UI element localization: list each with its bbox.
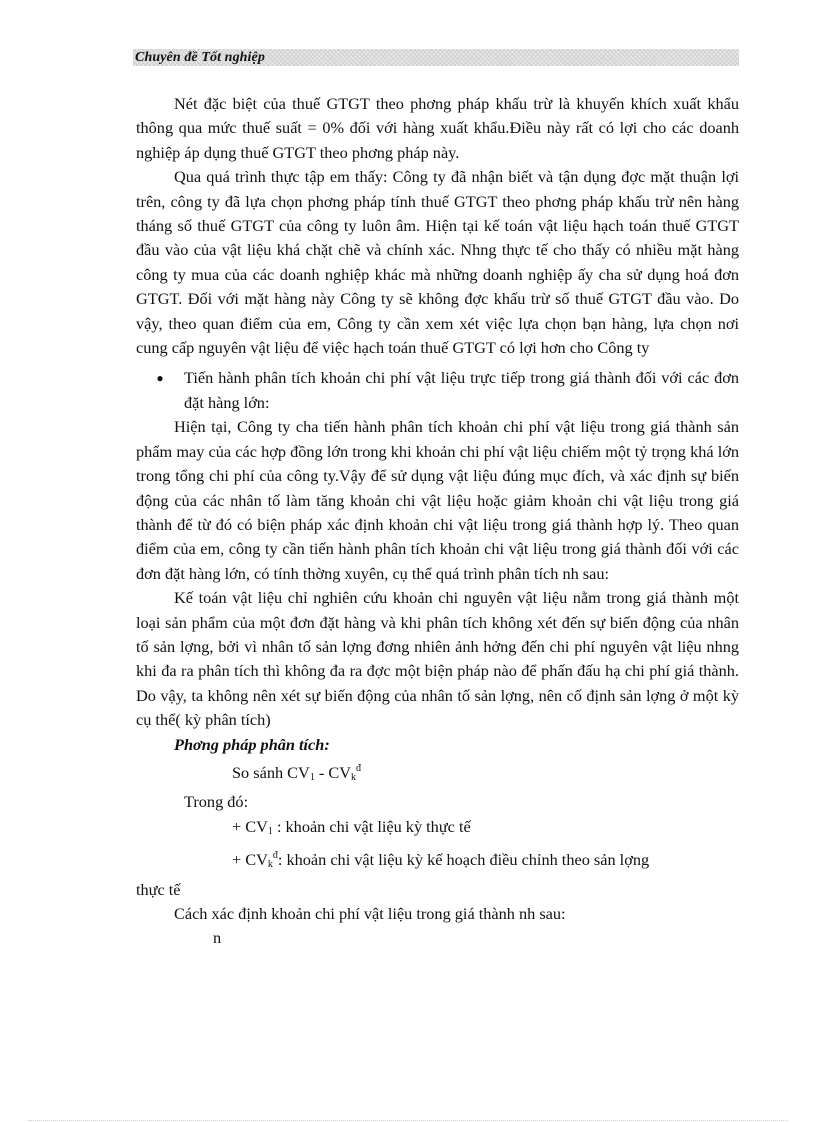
definition-cvk-continued: thực tế (136, 879, 181, 899)
cv1-prefix: + CV (232, 816, 268, 836)
bullet-item (136, 366, 739, 415)
compare-sub-k: k (351, 771, 356, 783)
paragraph-current-analysis: Hiện tại, Công ty cha tiến hành phân tích khoản chi phí vật liệu trong giá thành sản phẩm may của các hợp đồng lớn trong khi khoản chi phí vật liệu chiếm một tỷ trọng khá lớn trong tổng chi phí của công ty.Vậy để sử dụng vật liệu đúng mục đích, và xác định sự biến động của các nhân tố làm tăng khoản chi vật liệu hoặc giảm khoản chi vật liệu trong giá thành để từ đó có biện pháp xác định khoản chi vật liệu trong giá thành hợp lý. Theo quan điểm của em, công ty cần tiến hành phân tích khoản chi vật liệu trong giá thành đối với các đơn đặt hàng lớn, có tính thờng xuyên, cụ thể quá trình phân tích nh sau: (136, 417, 739, 583)
method-heading: Phơng pháp phân tích: (174, 734, 330, 754)
paragraph-internship-observation: Qua quá trình thực tập em thấy: Công ty đã nhận biết và tận dụng đợc mặt thuận lợi trên, công ty đã lựa chọn phơng pháp tính thuế GTGT theo phơng pháp khấu trừ nên hàng tháng số thuế GTGT của công ty luôn âm. Hiện tại kế toán vật liệu hạch toán thuế GTGT đầu vào của vật liệu khá chặt chẽ và chính xác. Nhng thực tế cho thấy có nhiều mặt hàng công ty mua của các doanh nghiệp khác mà những doanh nghiệp ấy cha sử dụng hoá đơn GTGT. Đối với mặt hàng này Công ty sẽ không đợc khấu trừ số thuế GTGT đầu vào. Do vậy, theo quan điểm của em, Công ty cần xem xét việc lựa chọn bạn hàng, lựa chọn nơi cung cấp nguyên vật liệu để việc hạch toán thuế GTGT có lợi hơn cho Công ty (136, 167, 739, 358)
header-title: Chuyên đề Tốt nghiệp (135, 50, 265, 65)
formula-n-symbol: n (213, 928, 222, 948)
cvk-text: : khoản chi vật liệu kỳ kế hoạch điều chỉnh theo sản lợng (277, 850, 650, 870)
paragraph-vat-export: Nét đặc biệt của thuế GTGT theo phơng pháp khấu trừ là khuyến khích xuất khẩu thông qua mức thuế suất = 0% đối với hàng xuất khẩu.Điều này rất có lợi cho các doanh nghiệp áp dụng thuế GTGT theo phơng pháp này. (136, 94, 739, 162)
method-line: Cách xác định khoản chi phí vật liệu trong giá thành nh sau: (174, 904, 566, 923)
cvk-sub: k (267, 859, 273, 871)
definition-cvk (136, 844, 739, 877)
where-label: Trong đó: (184, 792, 249, 812)
definition-cv1 (136, 815, 739, 844)
header-bar (133, 49, 739, 66)
formula-compare (136, 757, 739, 790)
cv1-sub: 1 (267, 825, 273, 837)
bullet-icon: ● (156, 371, 164, 386)
cvk-prefix: + CV (232, 850, 268, 870)
bullet-text: Tiến hành phân tích khoản chi phí vật liệu trực tiếp trong giá thành đối với các đơn đặt hàng lớn: (184, 368, 739, 412)
compare-sup-d: đ (356, 762, 361, 774)
compare-prefix: So sánh CV (232, 762, 310, 782)
paragraph-material-accounting: Kế toán vật liệu chỉ nghiên cứu khoản chi nguyên vật liệu nằm trong giá thành một loại sản phẩm của một đơn đặt hàng và khi phân tích không xét đến sự biến động của nhân tố sản lợng, bởi vì nhân tố sản lợng đơng nhiên ảnh hởng đến chi phí nguyên vật liệu nhng khi đa ra phân tích thì không đa ra đợc một biện pháp nào để phấn đấu hạ chi phí giá thành. Do vậy, ta không nên xét sự biến động của nhân tố sản lợng, nên cố định sản lợng ở một kỳ cụ thể( kỳ phân tích) (136, 588, 739, 730)
footer-divider (28, 1120, 788, 1121)
document-body (136, 92, 739, 951)
compare-mid: - CV (314, 762, 351, 782)
compare-sub-1: 1 (309, 771, 315, 783)
cvk-sup: đ (272, 850, 278, 862)
cv1-text: : khoản chi vật liệu kỳ thực tế (272, 816, 471, 836)
